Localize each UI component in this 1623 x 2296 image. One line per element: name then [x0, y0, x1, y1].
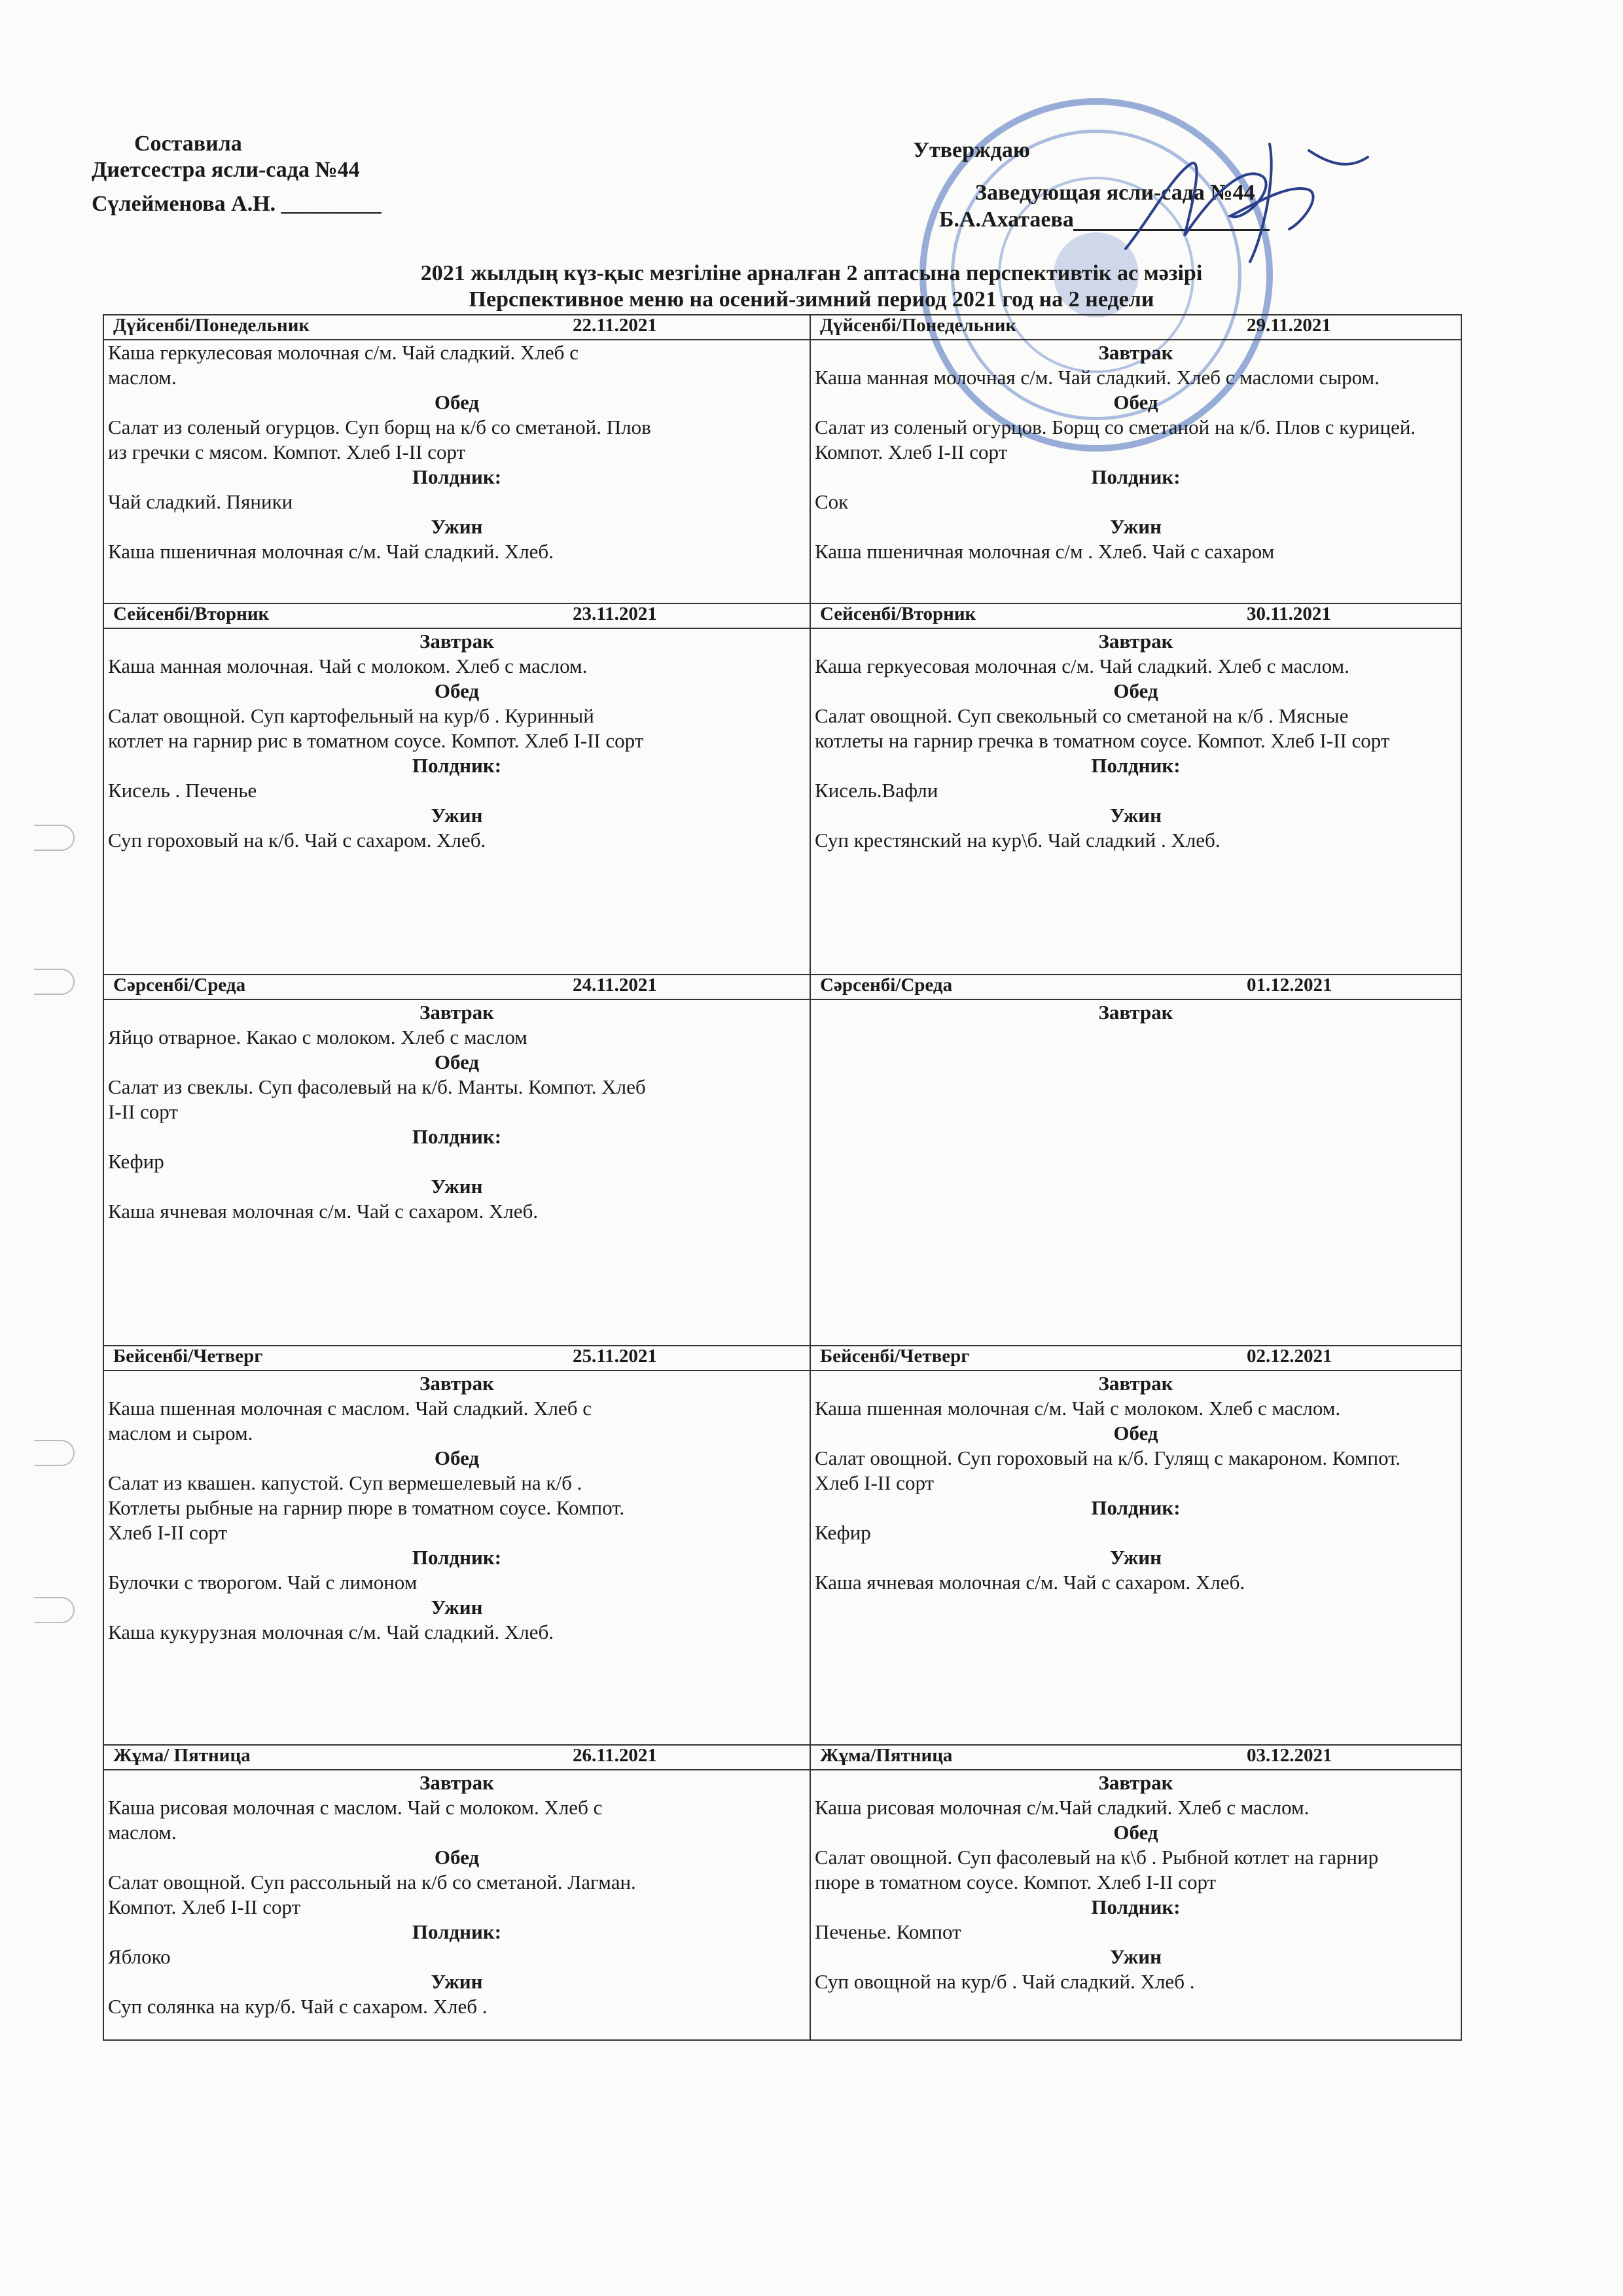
menu-cell	[103, 1770, 810, 2040]
menu-item-text: Булочки с творогом. Чай с лимоном	[108, 1571, 418, 1594]
menu-item-text: Суп крестянский на кур\б. Чай сладкий . Хлеб.	[815, 828, 1221, 852]
meal-label: Ужин	[431, 514, 483, 538]
menu-item-text: Каша манная молочная с/м. Чай сладкий. Хлеб с масломи сыром.	[815, 365, 1380, 389]
meal-label: Завтрак	[419, 1770, 495, 1794]
signature	[1113, 137, 1374, 268]
meal-label: Обед	[434, 390, 480, 414]
menu-item-text: Салат овощной. Суп гороховый на к/б. Гулящ с макароном. Компот.	[815, 1446, 1401, 1470]
menu-item-text: Каша ячневая молочная с/м. Чай с сахаром. Хлеб.	[108, 1199, 539, 1223]
day-date: 30.11.2021	[1247, 603, 1331, 624]
menu-cell	[103, 340, 810, 603]
day-name: Сейсенбі/Вторник	[820, 603, 976, 624]
menu-item-text: Каша рисовая молочная с/м.Чай сладкий. Хлеб с маслом.	[815, 1795, 1310, 1819]
day-date: 22.11.2021	[573, 315, 657, 336]
compiled-label: Составила	[134, 132, 242, 156]
day-header-row	[103, 975, 1461, 999]
menu-item-text: Суп овощной на кур/б . Чай сладкий. Хлеб .	[815, 1969, 1195, 1993]
day-header-cell	[103, 975, 810, 999]
day-date: 03.12.2021	[1247, 1744, 1332, 1766]
menu-item-text: Кисель . Печенье	[108, 778, 257, 802]
day-content-row	[103, 999, 1461, 1346]
day-header-cell	[103, 1745, 810, 1770]
menu-cell	[810, 1770, 1461, 2040]
day-content-row	[103, 340, 1461, 603]
menu-item-text: Салат из соленый огурцов. Борщ со сметаной на к/б. Плов с курицей.	[815, 415, 1416, 439]
day-date: 24.11.2021	[573, 974, 657, 996]
meal-label: Ужин	[431, 1174, 483, 1198]
menu-item-text: Каша пшенная молочная с маслом. Чай сладкий. Хлеб с	[108, 1397, 592, 1420]
menu-item-text: маслом.	[108, 1820, 177, 1844]
approve-role: Заведующая ясли-сада №44	[975, 181, 1255, 205]
menu-item-text: Салат из квашен. капустой. Суп вермешелевый на к/б .	[108, 1471, 582, 1495]
meal-label: Обед	[434, 679, 480, 702]
menu-item-text: Хлеб I-II сорт	[108, 1521, 228, 1545]
meal-label: Обед	[1113, 1820, 1158, 1844]
meal-label: Завтрак	[419, 1372, 495, 1395]
meal-label: Обед	[434, 1446, 480, 1470]
day-header-row	[103, 603, 1461, 628]
day-date: 25.11.2021	[573, 1346, 657, 1367]
day-header-cell	[103, 315, 810, 340]
menu-item-text: Яблоко	[108, 1945, 171, 1968]
meal-label: Обед	[1113, 390, 1158, 414]
menu-table	[103, 314, 1462, 2041]
approve-label: Утверждаю	[913, 138, 1030, 162]
meal-label: Ужин	[431, 1969, 483, 1993]
menu-item-text: Суп солянка на кур/б. Чай с сахаром. Хлеб .	[108, 1994, 488, 2018]
menu-item-text: Компот. Хлеб I-II сорт	[108, 1895, 301, 1918]
day-header-row	[103, 1745, 1461, 1770]
menu-item-text: Суп гороховый на к/б. Чай с сахаром. Хлеб.	[108, 828, 486, 852]
meal-label: Завтрак	[1098, 1770, 1173, 1794]
day-content-row	[103, 1371, 1461, 1744]
meal-label: Ужин	[431, 1596, 483, 1619]
day-name: Сәрсенбі/Среда	[820, 974, 953, 996]
menu-item-text: Чай сладкий. Пяники	[108, 490, 293, 513]
menu-item-text: маслом и сыром.	[108, 1422, 253, 1445]
day-header-cell	[810, 1346, 1461, 1371]
day-name: Жұма/ Пятница	[113, 1744, 251, 1766]
menu-item-text: Салат овощной. Суп фасолевый на к\б . Рыбной котлет на гарнир	[815, 1845, 1379, 1869]
meal-label: Полдник:	[1091, 465, 1181, 488]
meal-label: Полдник:	[412, 1546, 502, 1570]
meal-label: Полдник:	[412, 465, 502, 488]
menu-item-text: Салат овощной. Суп свекольный со сметаной на к/б . Мясные	[815, 704, 1349, 727]
punch-hole	[34, 825, 75, 851]
day-date: 01.12.2021	[1247, 974, 1332, 996]
menu-item-text: маслом.	[108, 365, 177, 389]
menu-item-text: котлеты на гарнир гречка в томатном соусе. Компот. Хлеб I-II сорт	[815, 728, 1390, 752]
day-header-cell	[103, 603, 810, 628]
day-name: Дүйсенбі/Понедельник	[113, 315, 310, 336]
meal-label: Ужин	[431, 803, 483, 827]
menu-item-text: из гречки с мясом. Компот. Хлеб I-II сорт	[108, 440, 466, 463]
menu-item-text: Каша геркуесовая молочная с/м. Чай сладкий. Хлеб с маслом.	[815, 654, 1349, 677]
approve-name: Б.А.Ахатаева	[939, 207, 1074, 232]
day-header-cell	[810, 1745, 1461, 1770]
menu-item-text: Каша манная молочная. Чай с молоком. Хлеб с маслом.	[108, 654, 588, 677]
menu-item-text: Хлеб I-II сорт	[815, 1471, 935, 1495]
day-header-cell	[810, 315, 1461, 340]
menu-item-text: Котлеты рыбные на гарнир пюре в томатном соусе. Компот.	[108, 1496, 625, 1520]
punch-hole	[34, 969, 75, 995]
meal-label: Завтрак	[1098, 1372, 1173, 1395]
menu-item-text: Каша кукурузная молочная с/м. Чай сладкий. Хлеб.	[108, 1621, 554, 1644]
meal-label: Полдник:	[412, 753, 502, 777]
meal-label: Полдник:	[1091, 753, 1181, 777]
menu-item-text: Каша геркулесовая молочная с/м. Чай сладкий. Хлеб с	[108, 340, 579, 364]
menu-cell	[810, 340, 1461, 603]
compiled-role: Диетсестра ясли-сада №44	[92, 158, 360, 182]
menu-item-text: Печенье. Компот	[815, 1920, 961, 1943]
menu-cell	[810, 628, 1461, 975]
day-name: Дүйсенбі/Понедельник	[820, 315, 1017, 336]
meal-label: Завтрак	[1098, 1000, 1173, 1024]
menu-item-text: Салат овощной. Суп рассольный на к/б со сметаной. Лагман.	[108, 1870, 636, 1893]
menu-item-text: Яйцо отварное. Какао с молоком. Хлеб с маслом	[108, 1025, 527, 1049]
day-name: Бейсенбі/Четверг	[820, 1346, 970, 1367]
day-name: Сәрсенбі/Среда	[113, 974, 246, 996]
day-header-cell	[810, 975, 1461, 999]
day-header-cell	[103, 1346, 810, 1371]
meal-label: Обед	[1113, 1422, 1158, 1445]
meal-label: Обед	[434, 1050, 480, 1073]
menu-item-text: Кефир	[108, 1149, 164, 1173]
menu-cell	[810, 1371, 1461, 1744]
menu-item-text: Сок	[815, 490, 849, 513]
menu-item-text: Салат из свеклы. Суп фасолевый на к/б. Манты. Компот. Хлеб	[108, 1075, 646, 1098]
day-header-cell	[810, 603, 1461, 628]
menu-item-text: Каша рисовая молочная с маслом. Чай с молоком. Хлеб с	[108, 1795, 603, 1819]
day-name: Бейсенбі/Четверг	[113, 1346, 263, 1367]
meal-label: Ужин	[1110, 803, 1162, 827]
menu-cell	[810, 999, 1461, 1346]
menu-item-text: Кисель.Вафли	[815, 778, 938, 802]
menu-item-text: пюре в томатном соусе. Компот. Хлеб I-II сорт	[815, 1870, 1217, 1893]
title-ru: Перспективное меню на осений-зимний период 2021 год на 2 недели	[469, 287, 1154, 312]
day-content-row	[103, 628, 1461, 975]
meal-label: Полдник:	[412, 1920, 502, 1943]
menu-cell	[103, 999, 810, 1346]
day-name: Сейсенбі/Вторник	[113, 603, 270, 624]
day-header-row	[103, 315, 1461, 340]
day-content-row	[103, 1770, 1461, 2040]
meal-label: Полдник:	[1091, 1496, 1181, 1520]
day-date: 29.11.2021	[1247, 315, 1331, 336]
meal-label: Ужин	[1110, 514, 1162, 538]
compiled-name: Сүлейменова А.Н. _________	[92, 192, 382, 216]
meal-label: Завтрак	[1098, 629, 1173, 653]
menu-item-text: Каша пшеничная молочная с/м. Чай сладкий. Хлеб.	[108, 539, 554, 563]
menu-item-text: I-II сорт	[108, 1100, 178, 1123]
menu-item-text: котлет на гарнир рис в томатном соусе. Компот. Хлеб I-II сорт	[108, 728, 644, 752]
meal-label: Обед	[1113, 679, 1158, 702]
day-date: 26.11.2021	[573, 1744, 657, 1766]
meal-label: Полдник:	[412, 1124, 502, 1148]
meal-label: Полдник:	[1091, 1895, 1181, 1918]
day-name: Жұма/Пятница	[820, 1744, 953, 1766]
meal-label: Завтрак	[1098, 340, 1173, 364]
meal-label: Завтрак	[419, 629, 495, 653]
menu-item-text: Салат из соленый огурцов. Суп борщ на к/б со сметаной. Плов	[108, 415, 651, 439]
menu-item-text: Каша пшенная молочная с/м. Чай с молоком. Хлеб с маслом.	[815, 1397, 1341, 1420]
menu-cell	[103, 628, 810, 975]
meal-label: Завтрак	[419, 1000, 495, 1024]
day-header-row	[103, 1346, 1461, 1371]
menu-item-text: Компот. Хлеб I-II сорт	[815, 440, 1008, 463]
meal-label: Ужин	[1110, 1546, 1162, 1570]
menu-item-text: Каша пшеничная молочная с/м . Хлеб. Чай с сахаром	[815, 539, 1275, 563]
meal-label: Обед	[434, 1845, 480, 1869]
menu-item-text: Каша ячневая молочная с/м. Чай с сахаром. Хлеб.	[815, 1571, 1245, 1594]
punch-hole	[34, 1597, 75, 1623]
punch-hole	[34, 1440, 75, 1466]
menu-cell	[103, 1371, 810, 1744]
day-date: 23.11.2021	[573, 603, 657, 624]
meal-label: Ужин	[1110, 1945, 1162, 1968]
menu-item-text: Кефир	[815, 1521, 871, 1545]
menu-item-text: Салат овощной. Суп картофельный на кур/б . Куринный	[108, 704, 594, 727]
title-kz: 2021 жылдың күз-қыс мезгіліне арналған 2 аптасына перспективтік ас мәзірі	[420, 261, 1203, 285]
day-date: 02.12.2021	[1247, 1346, 1332, 1367]
